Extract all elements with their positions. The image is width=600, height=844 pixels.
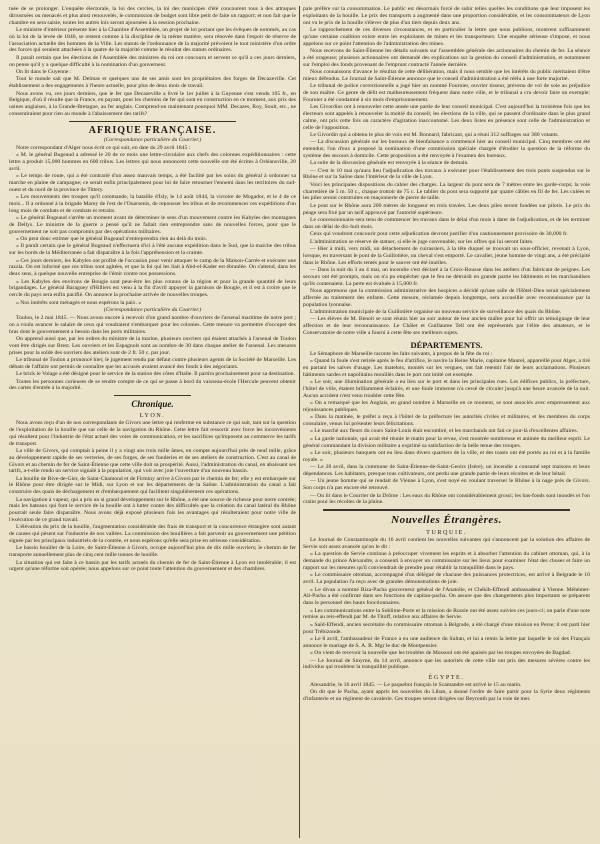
paragraph: « Nos intérêts sont ménagés et nous espérons la paix. » <box>16 299 142 306</box>
paragraph: « Le temps de route, qui a été contrarié d'un assez mauvais temps, a été facilité par les soins du général à ordonner sa marche en plaine de campagne; ce serait enfin principalement pour lui de faire retourner l'ennemi dans les territoires du sud-ouest et du nord de la province de Tittery. <box>9 173 296 193</box>
paragraph: La suite de la discussion générale est renvoyée à la séance de demain. <box>310 160 469 167</box>
paragraph: « Le soir, plusieurs banquets ont eu lieu dans divers quartiers de la ville, et des toasts ont été portés au roi et à la famille royale. » <box>303 450 590 463</box>
paragraph: La ville de Givors, qui comptait à peine il y a vingt ans trois mille âmes, en compte aujourd'hui près de neuf mille, grâce au développement rapide de ses verreries, de ses forges, de ses fonderies et de ses ateliers de construction. C'est au canal de Givors et au chemin de fer de Saint-Étienne que cette ville doit sa prospérité. Aussi, l'administration du canal, en abaissant ses tarifs, a-t-elle rendu un service signalé à la population, qui voit avec joie l'ouverture d'un nouveau bassin. <box>9 447 296 475</box>
paragraph: « Les mouvements des troupes qu'il commande, la bataille d'Isly, le 14 août 1844, la victoire de Mogador, et le 4 de ce mois... Il a ordonné à la brigade Marey de l'est de l'Ouarsenis, de repousser les tribus et de recommencer ces expéditions d'un long mois de combats et de combats et retraits. <box>9 194 296 214</box>
paragraph: Toutes les personnes curieuses de se rendre compte de ce qui se passe à bord du vaisseau-école l'Hercule peuvent obtenir des cartes d'entrée à la majorité. <box>9 378 296 392</box>
right-column <box>303 6 590 838</box>
paragraph: — Les élèves de M. Benoit se sont réunis hier au soir autour de leur ancien maître pour lui offrir un témoignage de leur affection et de leur reconnaissance. Le Châlet et Guillaume Tell ont été représentés par l'élite des amateurs, et le Conservatoire de notre ville a fourni à cette fête ses meilleurs sujets. <box>303 316 590 336</box>
paragraph: Nous recevons de Saint-Étienne les détails suivants sur l'assemblée générale des actionnaires du chemin de fer. La séance a été orageuse; plusieurs actionnaires ont demandé des explications sur la gestion du conseil d'administration, et notamment sur l'emploi des fonds provenant de l'emprunt contracté l'année dernière. <box>303 47 590 68</box>
paragraph: « La question de Servie continue à préoccuper vivement les esprits et à absorber l'attention du cabinet ottoman, qui, à la demande du prince Alexandre, a consenti à envoyer un commissaire sur les lieux pour examiner l'état des choses et faire un rapport sur les mesures qu'il conviendrait de prendre pour rétablir la tranquillité dans le pays. <box>303 551 590 571</box>
section-heading-afrique: AFRIQUE FRANÇAISE. <box>88 124 217 136</box>
section-divider <box>323 509 570 511</box>
paragraph: Le pont sur le Rhône aura 200 mètres de longueur en trois travées. Les deux piles seront fondées sur pilotis. Le prix du péage sera fixé par un tarif approuvé par l'autorité supérieure. <box>303 202 590 216</box>
paragraph: « Les Kabyles des environs de Bougie sont peut-être les plus connus de la région et pour la grande quantité de leurs brigandages. Le général Baraguey d'Hilliers est venu à la fin d'avril appuyer la garnison de Bougie, et il est à croire que le cercle du pays sera enfin pacifié. On annonce la prochaine arrivée de nouvelles troupes. <box>9 278 296 299</box>
paragraph: Le concessionnaire sera tenu de commencer les travaux dans le délai d'un mois à dater de l'adjudication, et de les terminer dans un délai de dix-huit mois. <box>303 217 590 230</box>
paragraph: Les Givordins ont à renouveler cette année une partie de leur conseil municipal. C'est aujourd'hui la troisième fois que les électeurs sont appelés à renouveler la moitié du conseil; les élections de la ville, qui se passent d'ordinaire dans le plus grand calme, ont pris cette fois un caractère d'agitation inaccoutumé. Les deux listes en présence sont celle de l'administration et celle de l'opposition. <box>303 104 590 131</box>
paragraph: — La discussion générale sur les bureaux de bienfaisance a commencé hier au conseil municipal. Cinq membres ont été entendus; l'un d'eux a proposé la nomination d'une commission spéciale chargée d'étudier la question de la réforme du système des secours à domicile. Cette proposition a été renvoyée à l'examen des bureaux. <box>303 139 590 159</box>
paragraph: Toulon, le 2 mai 1845. — Nous avons encore à recevoir d'un grand nombre d'ouvriers de l'arsenal maritime de notre port ; on a voulu avancer le salaire de ceux qui voudraient s'embarquer pour les colonies. Cette mesure va permettre d'occuper des bras dont le gouvernement a besoin dans les ports militaires. <box>9 314 296 335</box>
paragraph: Nous avons reçu d'un de nos correspondants de Givors une lettre qui renferme en substance ce qui suit, tant sur la question de l'exploitation de la houille que sur celle de la navigation du Rhône. Cette lettre fait ressortir avec force les inconvénients qui résultent pour l'industrie de l'état actuel des voies de communication, et les sacrifices qu'imposent au commerce les tarifs de transport. <box>9 420 296 447</box>
paragraph: Notre correspondant d'Alger nous écrit ce qui suit, en date du 29 avril 1845 : <box>16 144 191 151</box>
paragraph: — Hier à midi, vers midi, un détachement de cuirassiers, à la tête duquel se trouvait un sous-officier, revenait à Lyon, lorsque, en traversant le pont de la Guillotière, un cheval s'est emporté. Le cavalier, jeune homme de vingt ans, a été précipité dans le Rhône. Les efforts tentés pour le sauver ont été inutiles. <box>303 246 590 266</box>
paragraph: « Le marché aux fleurs du cours Saint-Louis était encombré, et les marchands ont fait ce jour-là d'excellentes affaires. <box>310 428 579 435</box>
section-subheading: (Correspondance particulière du Courrier.) <box>103 136 202 143</box>
paragraph: « Les communications entre la Sublime-Porte et la mission de Russie ont été assez suivies ces jours-ci; on parle d'une note remise au reis-effendi par M. de Titoff, relative aux affaires de Servie. <box>303 607 590 621</box>
paragraph: On lit dans le Guyenne : <box>16 68 72 75</box>
paragraph: La houille de Rive-de-Gier, de Saint-Chamond et de Firminy arrive à Givors par le chemin de fer; elle y est embarquée sur le Rhône pour être dirigée sur le Midi, sur Lyon et sur les départements de la Saône. L'administration du canal a fait construire des quais de déchargement et d'embarquement qui facilitent singulièrement ces opérations. <box>9 475 296 496</box>
paragraph: — C'est le 10 mai qu'aura lieu l'adjudication des travaux à exécuter pour l'établissement des trois ponts suspendus sur le Rhône et sur la Saône dans l'intérieur de la ville de Lyon. <box>303 167 590 181</box>
column-rule <box>296 6 303 838</box>
paragraph: — On lit dans le Courrier de la Drôme : Les eaux du Rhône ont considérablement grossi; les bas-fonds sont inondés et l'on craint pour les récoltes de la plaine. <box>303 492 590 506</box>
section-divider <box>69 121 236 122</box>
paragraph: L'élévation du prix de la houille, l'augmentation considérable des frais de transport et la concurrence étrangère sont autant de causes qui pèsent sur l'industrie de nos vallées. La commission des houillères a fait parvenir au gouvernement une pétition signée par les principaux industriels de la contrée, et nous espérons qu'elle sera prise en sérieuse considération. <box>9 524 296 545</box>
paragraph: « Quand la foule s'est retirée après le feu d'artifice, le navire la Reine Marie, capitaine Maurel, appareillé pour Alger, a tiré en partant les salves d'usage. Les matelots, montés sur les vergues, ont fait retentir l'air de leurs acclamations. Plusieurs bâtiments sardes et napolitains mouillés dans le port ont imité cet exemple. <box>303 358 590 378</box>
dateline-city: LYON. <box>139 412 166 420</box>
paragraph: Nous connaissons d'avance le résultat de cette délibération, mais il nous semble que les intérêts du public méritaient d'être mieux défendus. Le Journal de Saint-Étienne annonce que le conseil d'administration a été réélu à une forte majorité. <box>303 68 590 82</box>
paragraph: Le Journal de Constantinople du 16 avril contient les nouvelles suivantes qui s'annoncent par la solution des affaires de Servie soit assez avancée qu'on le dit : <box>303 537 590 550</box>
paragraph: « M. le général Bugeaud a adressé le 20 de ce mois une lettre-circulaire aux chefs des colonnes expéditionnaires : cette lettre a produit 15,000 hommes en 600 tribus. Les lettres qui nous annoncent cette nouvelle ont été écrites à Orléansville, 20 avril. <box>9 152 296 172</box>
paragraph: Alexandrie, le 16 avril 1845. — Le paquebot français le Scamandre est arrivé le 15 au matin. <box>310 682 522 689</box>
paragraph: Le tribunal de Toulon a prononcé hier, le jugement rendu par défaut contre plusieurs agents de la Société de Marseille. Les débats de l'affaire ont permis de connaître que les accusés avaient avancé des fonds à des négociants. <box>9 356 296 370</box>
paragraph: « On peut donc estimer que le général Bugeaud n'entreprendra rien au delà du mois. <box>16 236 208 243</box>
section-divider <box>114 395 191 396</box>
paragraph: tuée de se prolonger. L'enquête électorale, la loi des cercles, la loi des municipes d'été concourent tous à des attraques dirrostsées ou menacés et plus ainsi renouvelés, le commission de budget sont libre petit de faite un rapport; et non fait que le chambre en sera saisie, toutes les autres lois seront ajournées à la session prochaine. <box>9 6 296 26</box>
section-heading-nouvelles-etrangeres: Nouvelles Étrangères. <box>391 514 502 527</box>
paragraph: La navigation à vapeur, qui a pris un si grand développement sur le Rhône, a été une source de richesse pour notre contrée; mais les bateaux qui font le service de la houille ont à lutter contre des difficultés que la création du canal latéral du Rhône pourrait seule faire disparaître. Nous avons déjà exposé plusieurs fois les avantages qui résulteraient pour notre ville de l'exécution de ce grand travail. <box>9 496 296 524</box>
paragraph: « Le soir, une illumination générale a eu lieu sur le port et dans les principales rues. Les édifices publics, la préfecture, l'hôtel de ville, étaient brillamment éclairés, et une foule immense n'a cessé de circuler jusqu'à une heure avancée de la nuit. Aucun accident n'est venu troubler cette fête. <box>303 379 590 399</box>
paragraph: — Dans la nuit du 3 au 4 mai, un incendie s'est déclaré à la Croix-Rousse dans les ateliers d'un fabricant de peignes. Les secours ont été prompts, mais on n'a pu empêcher que le feu ne détruisît en grande partie les bâtiments et les marchandises qu'ils contenaient. La perte est évaluée à 15,000 fr. <box>303 266 590 287</box>
paragraph: Le tribunal de police correctionnelle a jugé hier un nommé Fournier, ouvrier tisseur, prévenu de vol de soie au préjudice de son maître. Ce genre de délit est malheureusement fréquent dans notre ville, et le tribunal a cru devoir faire un exemple; Fournier a été condamné à six mois d'emprisonnement. <box>303 83 590 103</box>
section-heading-departements: DÉPARTEMENTS. <box>410 339 483 350</box>
paragraph: Ceux qui voudront concourir pour cette adjudication devront justifier d'un cautionnement provisoire de 30,000 fr. <box>310 231 568 238</box>
section-heading-chronique: Chronique. <box>131 399 174 410</box>
paragraph: « Le général Bugeaud s'arrête un moment avant de déterminer le sens d'un mouvement contre les Kabyles des montagnes de Dellys. Le ministre de la guerre a pensé qu'il ne fallait rien entreprendre sans de nouvelles forces, pour que le gouvernement ne soit pas compromis par des opérations militaires. <box>9 215 296 235</box>
paragraph: Tout le monde sait que M. Delmas et quelques uns de ses amis sont les propriétaires des forges de Decazeville. Cet établissement a des engagements à l'heure actuelle, pour plus de deux mois de travail. <box>9 76 296 90</box>
paragraph: On dit que le Pacha, ayant appris les nouvelles du Liban, a donné l'ordre de faire partir pour la Syrie deux régiments d'infanterie et un régiment de cavalerie. Ces troupes seront dirigées sur Beyrouth par la voie de mer. <box>303 689 590 703</box>
columns <box>9 6 590 838</box>
paragraph: « On vient de recevoir la nouvelle que les troubles de Mossoul ont été apaisés par les troupes envoyées de Bagdad. <box>310 650 572 657</box>
paragraph: « Ces jours derniers, les Kabyles ont profité de l'occasion pour venir attaquer le camp de la Maison-Carrée et exécuter une razzia. On est informé que ces tribus sont agitées, et que la foi qui les liait à Abd-el-Kader est ébranlée. On s'attend, dans les deux sens, à quelque nouvelle entreprise de l'émir contre nos possessions. <box>9 257 296 278</box>
paragraph: — Le 28 avril, dans la commune de Saint-Étienne-de-Saint-Geoirs (Isère), un incendie a consumé sept maisons et leurs dépendances. Les habitants, presque tous cultivateurs, ont perdu une grande partie de leurs récoltes et de leur bétail. <box>303 464 590 478</box>
paragraph: La situation qui est faite à ce bassin par les tarifs actuels du chemin de fer de Saint-Étienne à Lyon est intolérable; il est urgent qu'une réforme soit opérée; nous appelons sur ce point toute l'attention du gouvernement et des chambres. <box>9 559 296 573</box>
left-column <box>9 6 296 838</box>
paragraph: Il paraît certain que les élections de l'Assemblée des ministres du roi ont concouru et servent ce qu'il a ces jours derniers, on pense qu'il y a quelque difficulté à la nomination d'un gouverneur. <box>9 54 296 68</box>
paragraph: Le Givordin qui a obtenu le plus de voix est M. Bonnard, fabricant, qui a réuni 312 suffrages sur 380 votants. <box>310 131 559 138</box>
country-heading-turquie: TURQUIE. <box>426 529 467 537</box>
paragraph: pale préfère sur la consommation. Le public est désormais forcé de subir telles quelles les conditions que leur imposent les exploitants de la houille. Le prix des transports a augmenté dans une proportion considérable, et les consommateurs de Lyon ont vu le prix de la houille s'élever de plus d'un tiers depuis deux ans. <box>303 6 590 26</box>
paragraph: L'administration municipale de la Guillotière organise un nouveau service de surveillance des quais du Rhône. <box>310 308 562 315</box>
paragraph: « Le divan a nommé Riza-Pacha gouverneur général de l'Anatolie, et Chékib-Effendi ambassadeur à Vienne. Méhémet-Ali-Pacha a été confirmé dans ses fonctions de capitan-pacha. On assure que des changements plus importants se préparent dans le personnel des hauts fonctionnaires. <box>303 586 590 607</box>
paragraph: Nous avons vu, ces jours derniers, que le fer que Decazeville a livré le 1er juillet à la Guyenne s'est vendu 105 fr., en Belgique, d'où il résulte que la France, en payant, pour les chemins de fer qui sont en construction en ce moment, aux prix des usines anglaises, à la Grande-Bretagne, au fer anglais. Comprend-on maintenant pourquoi MM. Decazes, Roy, Soult, etc., ne consentiraient pour rien au monde à l'abaissement des tarifs? <box>9 90 296 117</box>
paragraph: « Le commissaire ottoman, accompagné d'un délégué de chacune des puissances protectrices, est arrivé à Belgrade le 10 avril. La population l'a reçu avec de grandes démonstrations de joie. <box>303 572 590 586</box>
paragraph: « Le 8 avril, l'ambassadeur de France a eu une audience du Sultan, et lui a remis la lettre par laquelle le roi des Français annonce le mariage de S. A. R. Mgr le duc de Montpensier. <box>303 635 590 649</box>
paragraph: Le ministre d'intérieur présente hier à la Chambre d'Assemblée, un projet de loi portant que les évêques de nommés, au cas où la loi de la levée de 1846, se restent comme à la discipline de la même matière, sera rénovée dans l'espoir de réserve de l'association actuelle des hommes de la Ville. Les statuts de l'ordonnance de la majorité prévoient le tout ministère d'un ordre des forces qui seraient attachées à la quatre de la majorité comme le résultat des statuts ordinaires. <box>9 26 296 54</box>
country-heading-egypte: ÉGYPTE. <box>428 674 465 682</box>
paragraph: « La garde nationale, qui avait été réunie le matin pour la revue, s'est montrée nombreuse et animée du meilleur esprit. Le général commandant la division militaire a exprimé sa satisfaction de la belle tenue des troupes. <box>303 435 590 449</box>
paragraph: Le brick le Volage a été désigné pour le service de la station des côtes d'Italie. Il partira prochainement pour sa destination. <box>16 371 295 378</box>
section-subheading: (Correspondance particulière du Courrier.) <box>103 306 202 313</box>
paragraph: L'administration se réserve de statuer, si elle le juge convenable, sur les offres qui lui seront faites. <box>310 238 534 245</box>
paragraph: — Le Journal de Smyrne, du 14 avril, annonce que les autorités de cette ville ont pris des mesures sévères contre les individus qui troublent la tranquillité publique. <box>303 657 590 671</box>
paragraph: « Dans la matinée, le préfet a reçu à l'hôtel de la préfecture les autorités civiles et militaires, et les membres du corps consulaire, venus lui présenter leurs félicitations. <box>303 414 590 428</box>
paragraph: Le rapprochement de ces diverses circonstances, et en particulier la lettre que nous publions, montrent suffisamment qu'une certaine coalition existe entre les exploitants de mines et les transporteurs. Une enquête sérieuse s'impose, et nous appelons sur ce point l'attention de l'administration des mines. <box>303 26 590 47</box>
paragraph: « On a remarqué que les Anglais, en grand nombre à Marseille en ce moment, se sont associés avec empressement aux réjouissances publiques. <box>303 400 590 413</box>
paragraph: « Il paraît certain que le général Bugeaud n'effectuera d'ici à l'été aucune expédition dans le Sud, que la marche des tribus sur les bords de la Méditerranée a fait disparaître à la fois l'appréhension et la crainte. <box>9 243 296 257</box>
paragraph: Le bassin houiller de la Loire, de Saint-Étienne à Givors, occupe aujourd'hui plus de dix mille ouvriers; le chemin de fer transporte annuellement plus de cinq cent mille tonnes de houille. <box>9 545 296 559</box>
paragraph: Le Sémaphore de Marseille raconte les faits suivants, à propos de la fête du roi : <box>310 350 493 357</box>
paragraph: On apprend aussi que, par les ordres du ministre de la marine, plusieurs ouvriers qui étaient attachés à l'arsenal de Toulon vont être dirigés sur Brest. Les ouvriers et les Espagnols sont au nombre de 30 dans chaque atelier de l'arsenal. Les mesures prises pour la solde des ouvriers des ateliers sont de 2 fr. 50 c. par jour. <box>9 335 296 356</box>
paragraph: — Un jeune homme qui se rendait de Vienne à Lyon, s'est noyé en voulant traverser le Rhône à la nage près de Givors. Son corps n'a pas encore été retrouvé. <box>303 478 590 492</box>
paragraph: « Saïd-Effendi, ancien secrétaire du commissaire ottoman à Belgrade, a été chargé d'une mission en Perse; il est parti hier pour Trébizonde. <box>303 621 590 635</box>
paragraph: Voici les principales dispositions du cahier des charges. La largeur du pont sera de 7 mètres entre les garde-corps; la voie charretière de 5 m. 50 c., chaque trottoir de 75 c. Le tablier du pont sera supporté par quatre câbles en fil de fer. Les culées et les piles seront construites en maçonnerie de pierre de taille. <box>303 181 590 202</box>
paragraph: Nous apprenons que la commission administrative des hospices a décidé qu'une salle de l'Hôtel-Dieu serait spécialement affectée au traitement des enfants. Cette mesure, réclamée depuis longtemps, sera accueillie avec reconnaissance par la population lyonnaise. <box>303 287 590 308</box>
